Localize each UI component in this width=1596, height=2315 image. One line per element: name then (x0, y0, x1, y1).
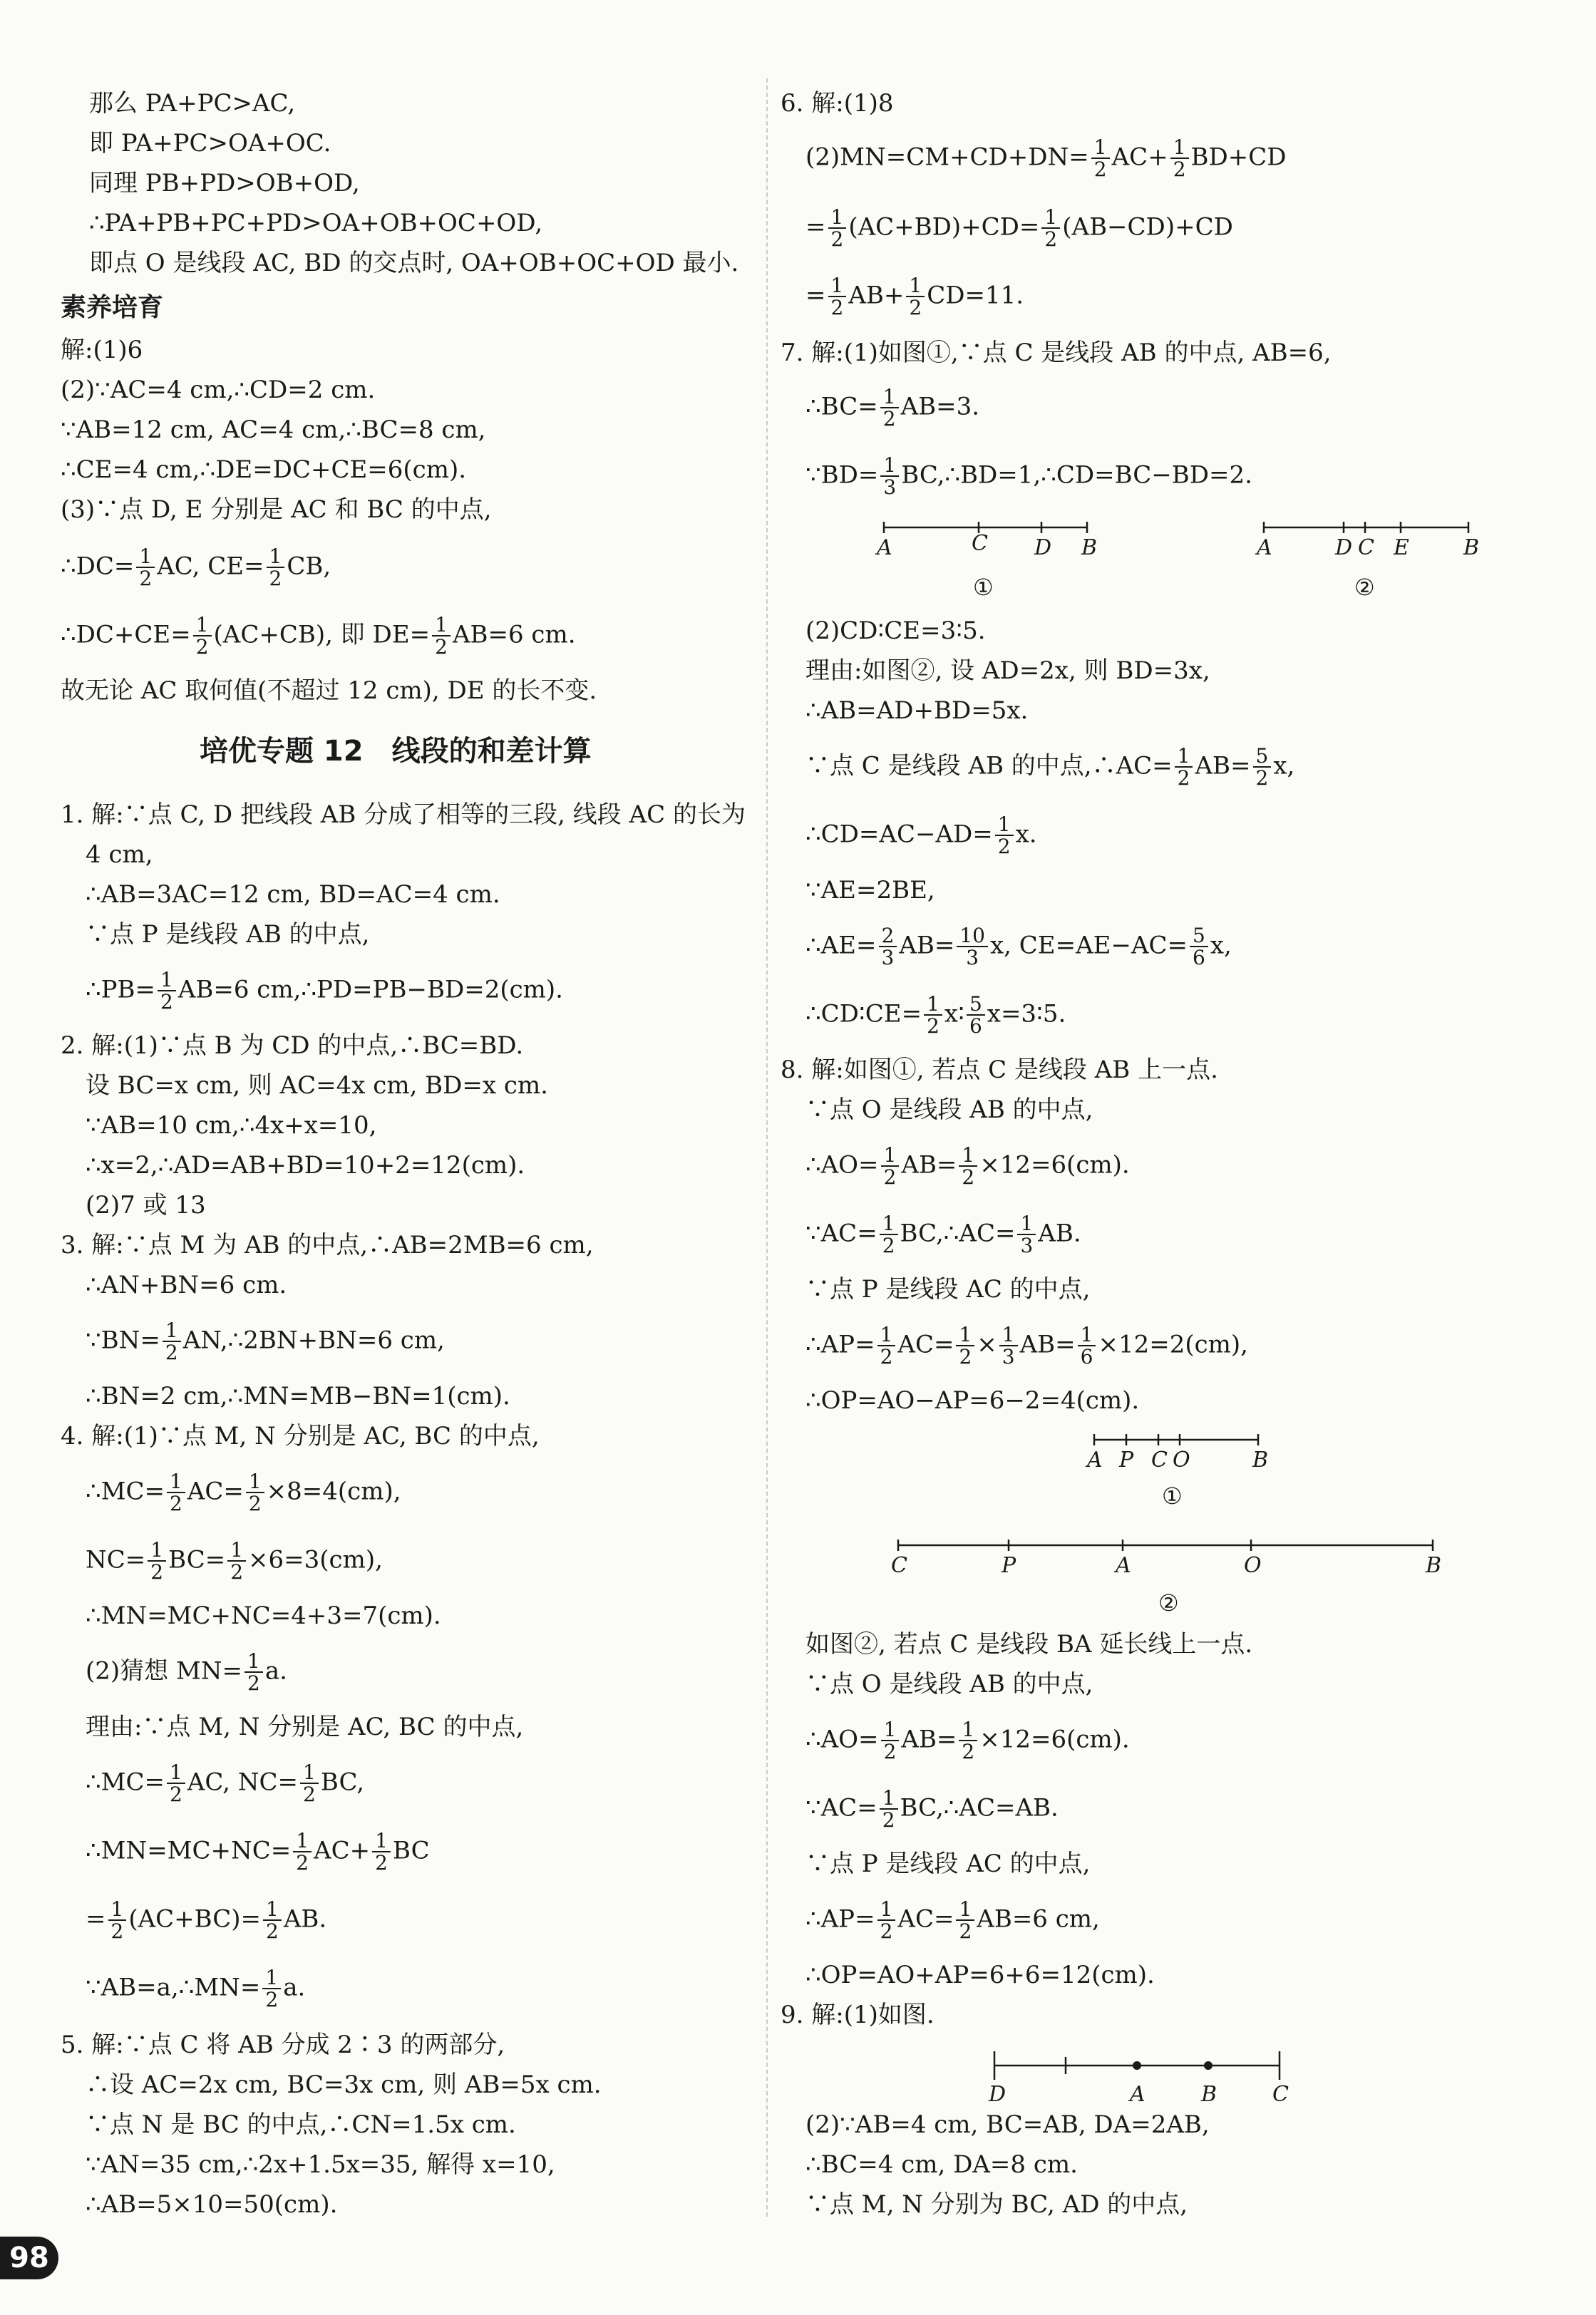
formula-line: ∵BD= $\frac{1}{3}$ BC,∴BD=1,∴CD=BC−BD=2. (805, 453, 1252, 500)
formula-line: = $\frac{1}{2}$ (AC+BC)= $\frac{1}{2}$ AB. (86, 1897, 327, 1944)
fraction: $\frac{1}{2}$ (995, 814, 1014, 857)
formula-line: ∴CD=AC−AD= $\frac{1}{2}$ x. (805, 813, 1037, 859)
fraction: $\frac{1}{2}$ (956, 1324, 974, 1368)
proof-line: 即 PA+PC>OA+OC. (89, 129, 331, 158)
solution-line: 8. 解:如图①, 若点 C 是线段 AB 上一点. (781, 1056, 1218, 1084)
fraction: $\frac{1}{2}$ (877, 1899, 896, 1942)
fraction: $\frac{1}{2}$ (246, 1471, 264, 1515)
formula-line: = $\frac{1}{2}$ (AC+BD)+CD= $\frac{1}{2}$ (AB−CD)+CD (805, 205, 1233, 252)
fraction: $\frac{1}{2}$ (956, 1899, 974, 1942)
formula-line: (2)猜想 MN= $\frac{1}{2}$ a. (86, 1649, 287, 1696)
fraction: $\frac{1}{2}$ (828, 207, 847, 250)
formula-line: ∵点 C 是线段 AB 的中点,∴AC= $\frac{1}{2}$ AB= $\frac{5}{2}$ x, (805, 744, 1295, 790)
fraction: $\frac{1}{6}$ (1078, 1324, 1096, 1368)
formula-line: ∴PB= $\frac{1}{2}$ AB=6 cm,∴PD=PB−BD=2(cm). (86, 968, 563, 1014)
solution-line: ∴OP=AO−AP=6−2=4(cm). (805, 1386, 1140, 1415)
fraction: $\frac{1}{2}$ (293, 1830, 312, 1874)
fraction: $\frac{1}{2}$ (877, 1324, 896, 1368)
point-label: C (1272, 2082, 1289, 2107)
solution-line: 设 BC=x cm, 则 AC=4x cm, BD=x cm. (86, 1071, 548, 1100)
fraction: $\frac{1}{2}$ (148, 1540, 166, 1583)
solution-line: 理由:如图②, 设 AD=2x, 则 BD=3x, (805, 656, 1210, 685)
fraction: $\frac{5}{6}$ (1190, 925, 1208, 969)
fraction: $\frac{1}{2}$ (158, 969, 176, 1013)
point-label: P (1119, 1448, 1134, 1473)
formula-line: ∵BN= $\frac{1}{2}$ AN,∴2BN+BN=6 cm, (86, 1319, 445, 1365)
solution-line: ∴AB=5×10=50(cm). (86, 2190, 338, 2219)
fraction: $\frac{1}{2}$ (227, 1540, 246, 1583)
solution-line: ∵AB=10 cm,∴4x+x=10, (86, 1111, 377, 1140)
solution-line: (2)∵AB=4 cm, BC=AB, DA=2AB, (805, 2110, 1210, 2139)
fraction: $\frac{1}{2}$ (163, 1320, 181, 1363)
column-divider (766, 78, 768, 2217)
point-label: B (1463, 535, 1480, 560)
point-label: D (1034, 535, 1052, 560)
solution-line: 4. 解:(1)∵点 M, N 分别是 AC, BC 的中点, (61, 1422, 540, 1450)
formula-line: ∵AB=a,∴MN= $\frac{1}{2}$ a. (86, 1966, 306, 2012)
point-label: O (1173, 1448, 1190, 1473)
fraction: $\frac{1}{2}$ (136, 546, 155, 589)
point-label: C (972, 531, 988, 556)
point-label: A (1130, 2082, 1145, 2107)
formula-line: ∴MC= $\frac{1}{2}$ AC= $\frac{1}{2}$ ×8=4(cm), (86, 1470, 401, 1516)
fraction: $\frac{1}{3}$ (999, 1324, 1018, 1368)
formula-line: = $\frac{1}{2}$ AB+ $\frac{1}{2}$ CD=11. (805, 274, 1024, 320)
solution-line: 1. 解:∵点 C, D 把线段 AB 分成了相等的三段, 线段 AC 的长为 (61, 800, 746, 829)
solution-line: ∵点 P 是线段 AC 的中点, (805, 1275, 1091, 1304)
point-label: B (1426, 1553, 1442, 1578)
topic-title: 培优专题 12 线段的和差计算 (200, 735, 592, 768)
formula-line: NC= $\frac{1}{2}$ BC= $\frac{1}{2}$ ×6=3(cm), (86, 1538, 383, 1584)
solution-line: 4 cm, (86, 840, 153, 869)
solution-line: ∵AB=12 cm, AC=4 cm,∴BC=8 cm, (61, 416, 486, 444)
formula-line: ∴AP= $\frac{1}{2}$ AC= $\frac{1}{2}$ × $\frac{1}{3}$ AB= $\frac{1}{6}$ ×12=2(cm), (805, 1323, 1248, 1369)
solution-line: ∴设 AC=2x cm, BC=3x cm, 则 AB=5x cm. (86, 2071, 602, 2099)
fraction: $\frac{10}{3}$ (957, 925, 988, 969)
point-label: C (1358, 535, 1374, 560)
figure-caption: ② (1158, 1589, 1179, 1617)
solution-line: ∴AB=AD+BD=5x. (805, 696, 1029, 725)
point-label: A (1257, 535, 1272, 560)
fraction: $\frac{1}{2}$ (1175, 746, 1193, 789)
proof-line: 即点 O 是线段 AC, BD 的交点时, OA+OB+OC+OD 最小. (89, 249, 739, 277)
point-label: A (1116, 1553, 1131, 1578)
solution-line: 6. 解:(1)8 (781, 89, 894, 118)
section-title: 素养培育 (61, 293, 164, 322)
solution-line: ∵点 P 是线段 AB 的中点, (86, 920, 370, 949)
conclusion-line: 故无论 AC 取何值(不超过 12 cm), DE 的长不变. (61, 676, 597, 705)
fraction: $\frac{1}{2}$ (267, 546, 285, 589)
formula-line: ∴DC+CE= $\frac{1}{2}$ (AC+CB), 即 DE= $\frac{1}{2}$ AB=6 cm. (61, 613, 576, 659)
fraction: $\frac{1}{2}$ (167, 1471, 185, 1515)
point-label: D (1335, 535, 1353, 560)
solution-line: ∵AE=2BE, (805, 876, 935, 904)
fraction: $\frac{1}{2}$ (108, 1899, 127, 1942)
point-label: P (1002, 1553, 1016, 1578)
figure-caption: ② (1354, 574, 1375, 601)
fraction: $\frac{1}{2}$ (880, 386, 899, 430)
solution-line: 解:(1)6 (61, 336, 143, 364)
solution-line: (3)∵点 D, E 分别是 AC 和 BC 的中点, (61, 495, 492, 524)
segment-figure-8 (887, 1425, 1493, 1618)
solution-line: ∴x=2,∴AD=AB+BD=10+2=12(cm). (86, 1151, 525, 1180)
fraction: $\frac{5}{6}$ (967, 994, 985, 1037)
solution-line: ∵点 P 是线段 AC 的中点, (805, 1850, 1091, 1878)
point-label: C (1151, 1448, 1168, 1473)
formula-line: ∴AE= $\frac{2}{3}$ AB= $\frac{10}{3}$ x, CE=AE−AC= $\frac{5}{6}$ x, (805, 924, 1232, 970)
page-number: 98 (0, 2237, 58, 2279)
solution-line: 2. 解:(1)∵点 B 为 CD 的中点,∴BC=BD. (61, 1031, 524, 1060)
point-label: O (1244, 1553, 1262, 1578)
segment-figure-9 (987, 2044, 1372, 2108)
solution-line: ∵AN=35 cm,∴2x+1.5x=35, 解得 x=10, (86, 2150, 555, 2179)
fraction: $\frac{1}{3}$ (1017, 1213, 1036, 1257)
solution-line: 7. 解:(1)如图①,∵点 C 是线段 AB 的中点, AB=6, (781, 339, 1332, 367)
solution-line: ∴CE=4 cm,∴DE=DC+CE=6(cm). (61, 455, 467, 484)
fraction: $\frac{1}{2}$ (193, 614, 212, 658)
formula-line: ∵AC= $\frac{1}{2}$ BC,∴AC= $\frac{1}{3}$ AB. (805, 1212, 1081, 1258)
fraction: $\frac{1}{2}$ (300, 1762, 319, 1805)
formula-line: ∴AP= $\frac{1}{2}$ AC= $\frac{1}{2}$ AB=6 cm, (805, 1897, 1100, 1944)
formula-line: ∴MN=MC+NC= $\frac{1}{2}$ AC+ $\frac{1}{2}$ BC (86, 1829, 430, 1875)
fraction: $\frac{1}{2}$ (881, 1719, 900, 1763)
solution-line: 9. 解:(1)如图. (781, 2001, 935, 2029)
formula-line: ∴DC= $\frac{1}{2}$ AC, CE= $\frac{1}{2}$ CB, (61, 545, 331, 591)
solution-line: 如图②, 若点 C 是线段 BA 延长线上一点. (805, 1630, 1253, 1659)
fraction: $\frac{1}{2}$ (244, 1651, 263, 1694)
fraction: $\frac{1}{2}$ (880, 1213, 898, 1257)
formula-line: ∴AO= $\frac{1}{2}$ AB= $\frac{1}{2}$ ×12=6(cm). (805, 1718, 1130, 1764)
figure-caption: ① (1162, 1483, 1183, 1510)
solution-line: (2)7 或 13 (86, 1191, 206, 1220)
fraction: $\frac{1}{2}$ (959, 1145, 977, 1188)
solution-line: 3. 解:∵点 M 为 AB 的中点,∴AB=2MB=6 cm, (61, 1231, 594, 1259)
solution-line: ∵点 N 是 BC 的中点,∴CN=1.5x cm. (86, 2110, 516, 2139)
proof-line: 那么 PA+PC>AC, (89, 89, 296, 118)
point-label: E (1394, 535, 1409, 560)
formula-line: ∴MC= $\frac{1}{2}$ AC, NC= $\frac{1}{2}$ BC, (86, 1760, 365, 1807)
fraction: $\frac{1}{2}$ (1091, 137, 1110, 180)
fraction: $\frac{1}{2}$ (167, 1762, 185, 1805)
point-label: B (1081, 535, 1098, 560)
solution-line: 理由:∵点 M, N 分别是 AC, BC 的中点, (86, 1713, 524, 1741)
fraction: $\frac{1}{2}$ (372, 1830, 391, 1874)
formula-line: ∴CD∶CE= $\frac{1}{2}$ x∶ $\frac{5}{6}$ x=3∶5. (805, 992, 1066, 1038)
point-label: D (989, 2082, 1006, 2107)
fraction: $\frac{2}{3}$ (879, 925, 897, 969)
solution-line: (2)∵AC=4 cm,∴CD=2 cm. (61, 376, 376, 404)
fraction: $\frac{1}{2}$ (263, 1899, 282, 1942)
fraction: $\frac{1}{2}$ (924, 994, 942, 1037)
formula-line: ∴AO= $\frac{1}{2}$ AB= $\frac{1}{2}$ ×12=6(cm). (805, 1143, 1130, 1190)
solution-line: ∴AN+BN=6 cm. (86, 1271, 287, 1299)
solution-line: ∵点 O 是线段 AB 的中点, (805, 1095, 1093, 1124)
point-label: B (1252, 1448, 1269, 1473)
solution-line: 5. 解:∵点 C 将 AB 分成 2∶3 的两部分, (61, 2031, 505, 2059)
point-label: A (1087, 1448, 1103, 1473)
fraction: $\frac{1}{2}$ (906, 275, 925, 319)
solution-line: ∴BN=2 cm,∴MN=MB−BN=1(cm). (86, 1382, 510, 1411)
point-label: A (877, 535, 892, 560)
solution-line: ∵点 O 是线段 AB 的中点, (805, 1670, 1093, 1698)
solution-line: (2)CD∶CE=3∶5. (805, 617, 986, 645)
proof-line: ∴PA+PB+PC+PD>OA+OB+OC+OD, (89, 209, 543, 237)
fraction: $\frac{5}{2}$ (1253, 746, 1272, 789)
fraction: $\frac{1}{2}$ (1041, 207, 1060, 250)
point-label: C (891, 1553, 907, 1578)
formula-line: (2)MN=CM+CD+DN= $\frac{1}{2}$ AC+ $\frac{1}{2}$ BD+CD (805, 135, 1287, 182)
fraction: $\frac{1}{2}$ (1170, 137, 1189, 180)
fraction: $\frac{1}{2}$ (880, 1788, 898, 1831)
solution-line: ∴OP=AO+AP=6+6=12(cm). (805, 1961, 1155, 1989)
fraction: $\frac{1}{3}$ (880, 455, 899, 498)
fraction: $\frac{1}{2}$ (432, 614, 451, 658)
solution-line: ∴MN=MC+NC=4+3=7(cm). (86, 1602, 441, 1630)
point-label: B (1201, 2082, 1217, 2107)
solution-line: ∴AB=3AC=12 cm, BD=AC=4 cm. (86, 880, 500, 909)
figure-caption: ① (973, 574, 994, 601)
solution-line: ∴BC=4 cm, DA=8 cm. (805, 2150, 1078, 2179)
solution-line: ∵点 M, N 分别为 BC, AD 的中点, (805, 2190, 1188, 2219)
fraction: $\frac{1}{2}$ (881, 1145, 900, 1188)
proof-line: 同理 PB+PD>OB+OD, (89, 169, 360, 197)
fraction: $\frac{1}{2}$ (262, 1967, 281, 2011)
fraction: $\frac{1}{2}$ (959, 1719, 977, 1763)
formula-line: ∵AC= $\frac{1}{2}$ BC,∴AC=AB. (805, 1786, 1059, 1832)
segment-figure-7 (873, 513, 1515, 606)
formula-line: ∴BC= $\frac{1}{2}$ AB=3. (805, 385, 980, 431)
fraction: $\frac{1}{2}$ (828, 275, 847, 319)
